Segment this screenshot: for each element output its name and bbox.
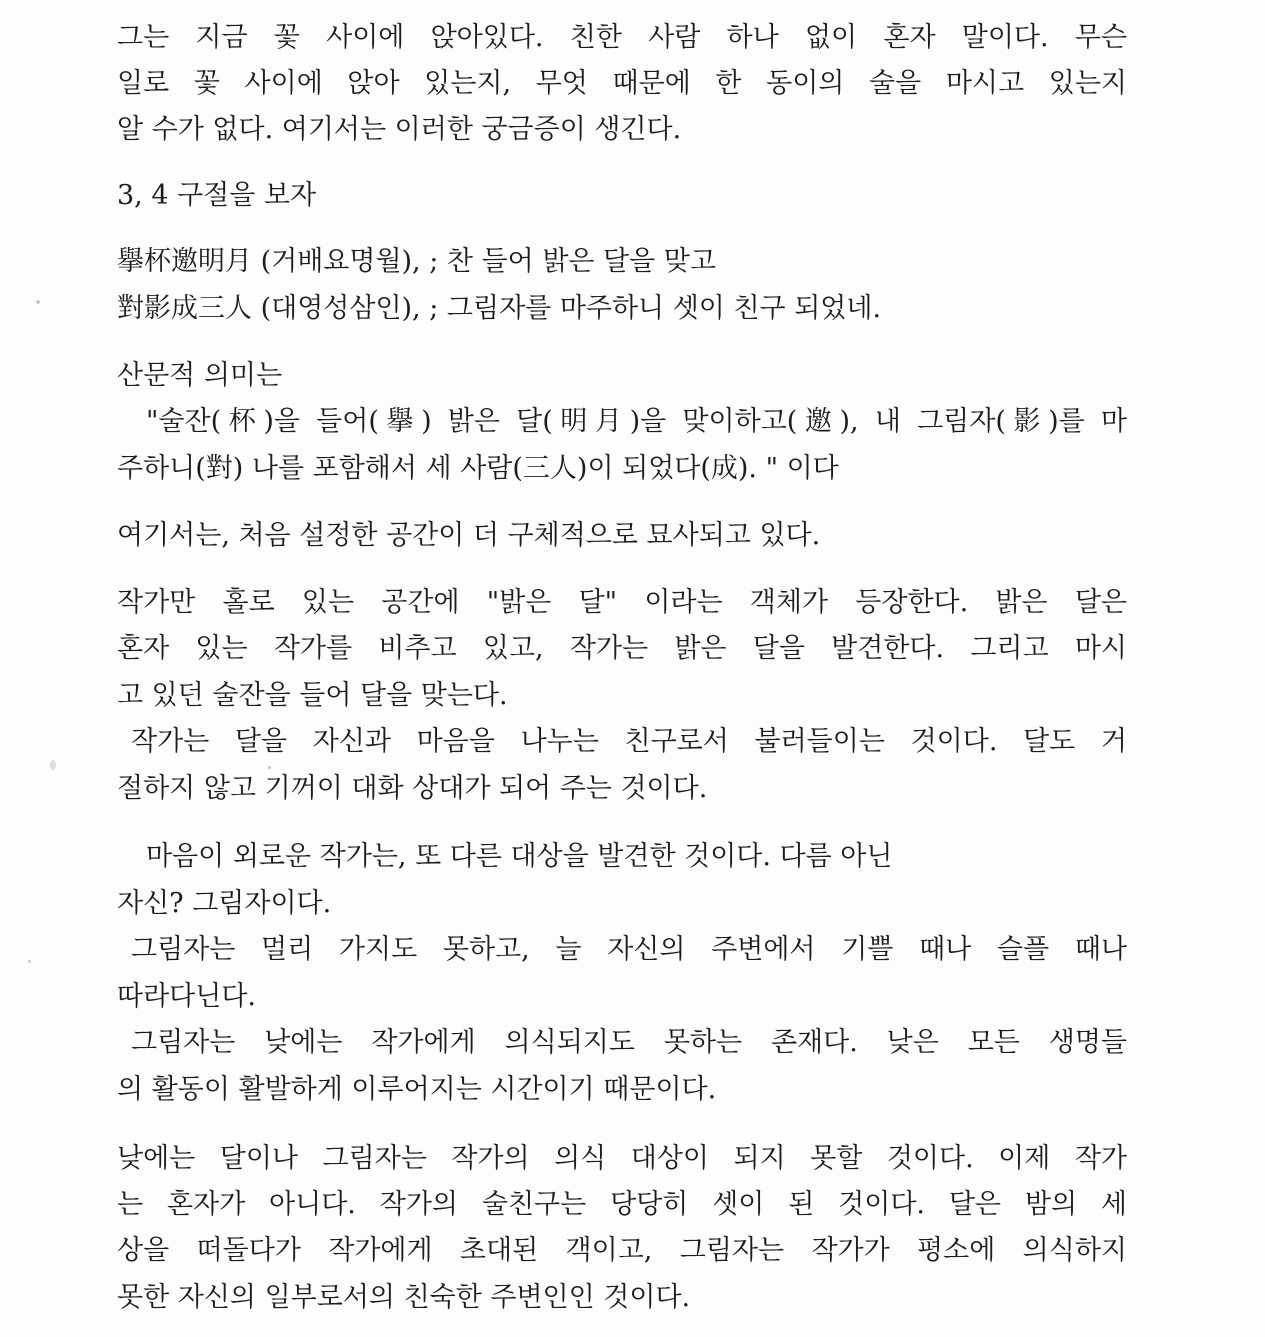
section-heading: 3, 4 구절을 보자: [117, 180, 317, 211]
text-line: 그는 지금 꽃 사이에 앉아있다. 친한 사람 하나 없이 혼자 말이다. 무슨: [117, 22, 1127, 53]
text-line: 그림자는 멀리 가지도 못하고, 늘 자신의 주변에서 기쁠 때나 슬플 때나: [131, 934, 1127, 965]
text-line: 일로 꽃 사이에 앉아 있는지, 무엇 때문에 한 동이의 술을 마시고 있는지: [117, 68, 1127, 99]
text-line: 여기서는, 처음 설정한 공간이 더 구체적으로 묘사되고 있다.: [117, 520, 821, 551]
text-line: "술잔(杯)을 들어(擧) 밝은 달(明月)을 맞이하고(邀), 내 그림자(影)를 마: [146, 406, 1127, 437]
text-line: 못한 자신의 일부로서의 친숙한 주변인인 것이다.: [117, 1282, 691, 1313]
scan-speck: [28, 960, 31, 963]
text-line: 절하지 않고 기꺼이 대화 상대가 되어 주는 것이다.: [117, 773, 708, 804]
text-line: 자신? 그림자이다.: [117, 888, 332, 919]
text-line: 알 수가 없다. 여기서는 이러한 궁금증이 생긴다.: [117, 114, 682, 145]
scan-speck: [50, 760, 56, 770]
text-line: 는 혼자가 아니다. 작가의 술친구는 당당히 셋이 된 것이다. 달은 밤의 세: [117, 1189, 1127, 1220]
text-line: 작가만 홀로 있는 공간에 "밝은 달" 이라는 객체가 등장한다. 밝은 달은: [117, 587, 1127, 618]
text-line: 혼자 있는 작가를 비추고 있고, 작가는 밝은 달을 발견한다. 그리고 마시: [117, 633, 1127, 664]
text-line: 고 있던 술잔을 들어 달을 맞는다.: [117, 680, 508, 711]
text-line: 의 활동이 활발하게 이루어지는 시간이기 때문이다.: [117, 1074, 717, 1105]
poem-line: 對影成三人 (대영성삼인), ; 그림자를 마주하니 셋이 친구 되었네.: [117, 293, 882, 324]
text-line: 마음이 외로운 작가는, 또 다른 대상을 발견한 것이다. 다름 아닌: [146, 841, 893, 872]
text-line: 작가는 달을 자신과 마음을 나누는 친구로서 불러들이는 것이다. 달도 거: [131, 726, 1127, 757]
poem-line: 擧杯邀明月 (거배요명월), ; 찬 들어 밝은 달을 맞고: [117, 246, 716, 277]
text-line: 주하니(對) 나를 포함해서 세 사람(三人)이 되었다(成). " 이다: [117, 453, 839, 484]
scan-speck: [36, 300, 40, 304]
text-line: 따라다닌다.: [117, 981, 256, 1012]
text-line: 산문적 의미는: [117, 360, 283, 391]
text-line: 상을 떠돌다가 작가에게 초대된 객이고, 그림자는 작가가 평소에 의식하지: [117, 1235, 1127, 1266]
text-line: 낮에는 달이나 그림자는 작가의 의식 대상이 되지 못할 것이다. 이제 작가: [117, 1143, 1127, 1174]
text-line: 그림자는 낮에는 작가에게 의식되지도 못하는 존재다. 낮은 모든 생명들: [131, 1027, 1127, 1058]
